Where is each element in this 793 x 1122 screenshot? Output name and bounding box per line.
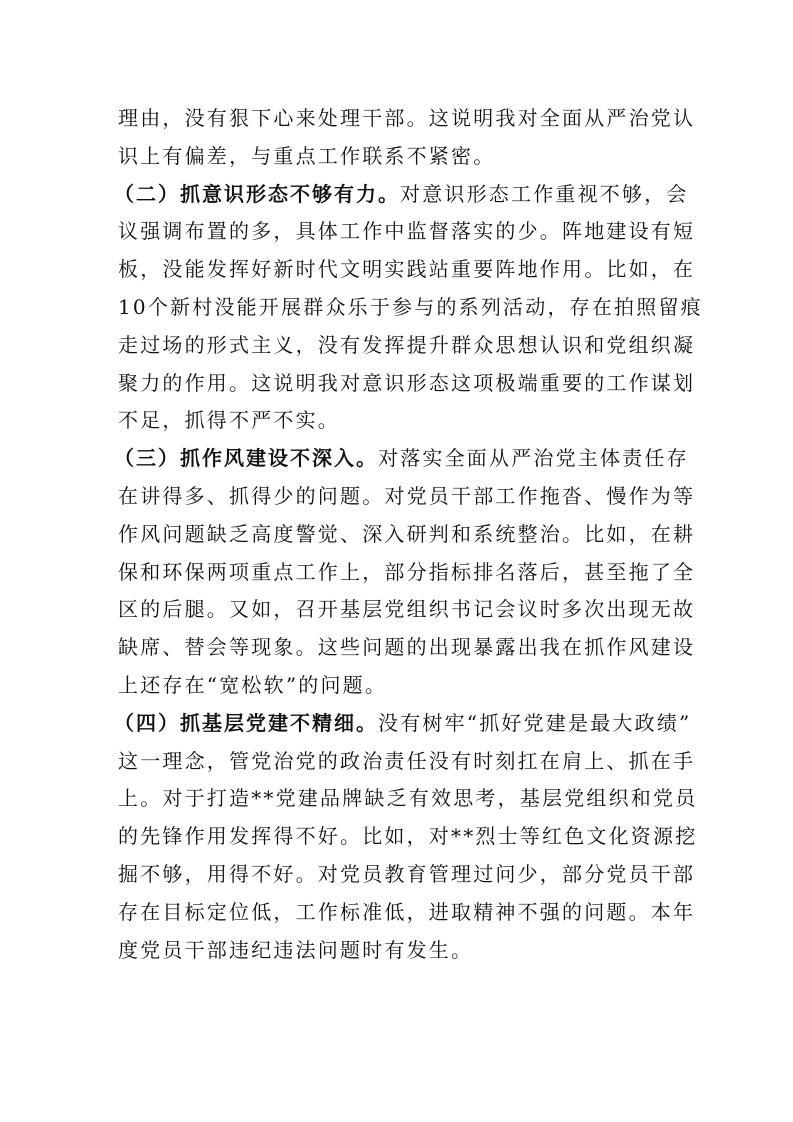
paragraph-text: 对落实全面从严治党主体责任存 bbox=[378, 446, 689, 471]
section-heading: （二）抓意识形态不够有力。 bbox=[114, 181, 400, 206]
section-heading: （三）抓作风建设不深入。 bbox=[114, 446, 378, 471]
paragraph-text: 走过场的形式主义，没有发挥提升群众思想认识和党组织凝 bbox=[118, 332, 696, 357]
text-line bbox=[114, 176, 689, 214]
paragraph-text: 识上有偏差，与重点工作联系不紧密。 bbox=[118, 143, 496, 168]
text-line bbox=[118, 251, 696, 289]
text-line bbox=[118, 743, 696, 781]
paragraph-text: 上。对于打造**党建品牌缺乏有效思考，基层党组织和党员 bbox=[118, 786, 698, 811]
paragraph-text: 在讲得多、抓得少的问题。对党员干部工作拖沓、慢作为等 bbox=[118, 483, 696, 508]
paragraph-text: 度党员干部违纪违法问题时有发生。 bbox=[118, 937, 474, 962]
paragraph-text: 议强调布置的多，具体工作中监督落实的少。阵地建设有短 bbox=[118, 219, 696, 244]
paragraph-text: 这一理念，管党治党的政治责任没有时刻扛在肩上、抓在手 bbox=[118, 748, 696, 773]
text-line bbox=[118, 289, 703, 327]
text-line bbox=[118, 478, 696, 516]
text-line bbox=[118, 213, 696, 251]
text-line bbox=[114, 705, 692, 743]
paragraph-text: 的先锋作用发挥得不好。比如，对**烈士等红色文化资源挖 bbox=[118, 824, 698, 849]
paragraph-text: 掘不够，用得不好。对党员教育管理过问少，部分党员干部 bbox=[118, 861, 696, 886]
text-line bbox=[118, 667, 678, 705]
text-line bbox=[118, 591, 696, 629]
paragraph-text: 区的后腿。又如，召开基层党组织书记会议时多次出现无故 bbox=[118, 597, 696, 622]
text-line bbox=[118, 856, 696, 894]
paragraph-text: 对意识形态工作重视不够，会 bbox=[400, 181, 689, 206]
text-line bbox=[114, 440, 689, 478]
text-line bbox=[118, 894, 696, 932]
paragraph-text: 作风问题缺乏高度警觉、深入研判和系统整治。比如，在耕 bbox=[118, 521, 696, 546]
document-body bbox=[114, 100, 703, 969]
paragraph-text: 理由，没有狠下心来处理干部。这说明我对全面从严治党认 bbox=[118, 106, 696, 130]
paragraph-text: 存在目标定位低，工作标准低，进取精神不强的问题。本年 bbox=[118, 899, 696, 924]
paragraph-text: 聚力的作用。这说明我对意识形态这项极端重要的工作谋划 bbox=[118, 370, 696, 395]
paragraph-text: 板，没能发挥好新时代文明实践站重要阵地作用。比如，在 bbox=[118, 257, 696, 282]
paragraph-text: 保和环保两项重点工作上，部分指标排名落后，甚至拖了全 bbox=[118, 559, 696, 584]
paragraph-text: 不足，抓得不严不实。 bbox=[118, 408, 340, 433]
text-line bbox=[118, 818, 698, 856]
paragraph-text: 10个新村没能开展群众乐于参与的系列活动，存在拍照留痕 bbox=[118, 294, 703, 319]
paragraph-text: 上还存在“宽松软”的问题。 bbox=[118, 672, 388, 697]
text-line bbox=[118, 365, 696, 403]
text-line bbox=[118, 516, 696, 554]
text-line bbox=[118, 138, 678, 176]
section-heading: （四）抓基层党建不精细。 bbox=[114, 710, 378, 735]
text-line bbox=[118, 780, 698, 818]
paragraph-text: 没有树牢“抓好党建是最大政绩” bbox=[378, 710, 692, 735]
text-line bbox=[118, 629, 696, 667]
text-line bbox=[118, 932, 678, 970]
text-line bbox=[118, 402, 678, 440]
paragraph-text: 缺席、替会等现象。这些问题的出现暴露出我在抓作风建设 bbox=[118, 635, 696, 660]
text-line bbox=[118, 554, 696, 592]
text-line bbox=[118, 100, 696, 138]
text-line bbox=[118, 327, 696, 365]
